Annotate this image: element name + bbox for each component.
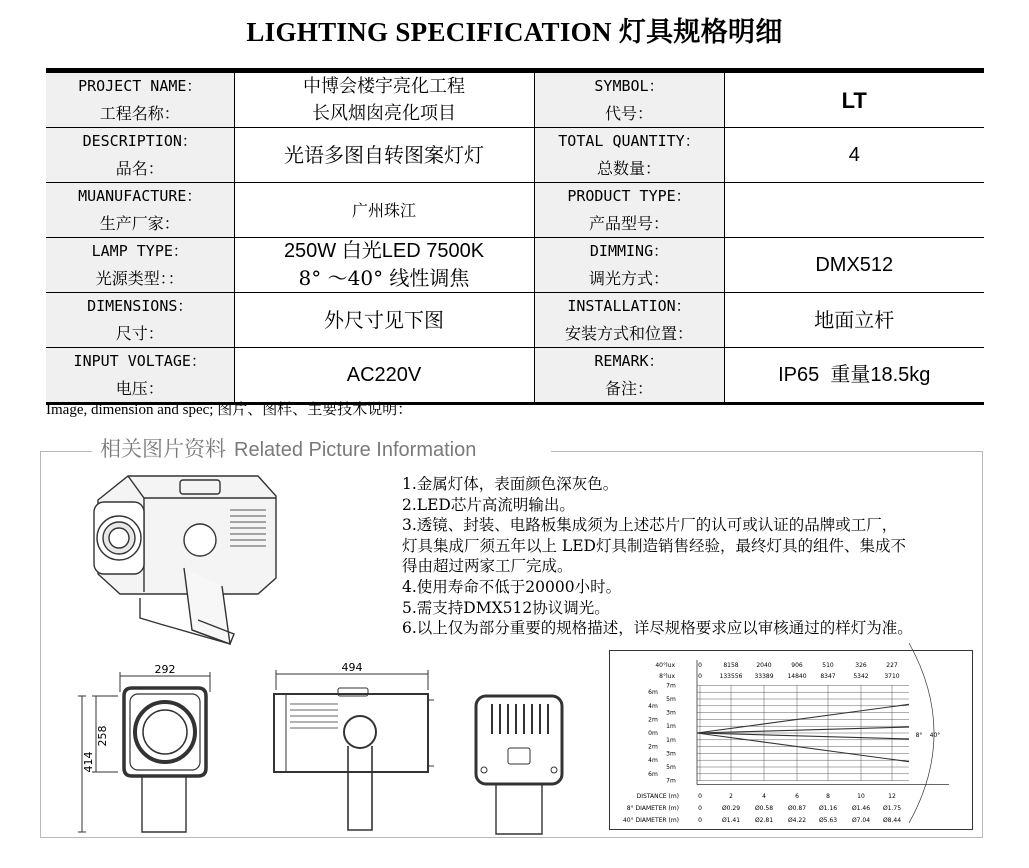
diameter-40-label: 40° DIAMETER (m) <box>622 817 679 824</box>
dimming-label-cn: 调光方式： <box>588 269 669 288</box>
lux40-value: 227 <box>886 662 898 669</box>
diameter-8-value: Ø1.16 <box>818 805 838 812</box>
image-spec-label: Image, dimension and spec; 图片、图样、主要技术说明： <box>46 402 413 418</box>
installation-label <box>534 293 724 348</box>
diameter-8-value: 0 <box>698 805 702 812</box>
lux8-value: 14840 <box>787 673 807 680</box>
manufacture-label-cn: 生产厂家： <box>99 214 180 233</box>
total-quantity-label <box>534 128 724 183</box>
lux40-value: 0 <box>698 662 702 669</box>
distance-value: 0 <box>698 793 702 800</box>
y-inner-tick: 5m <box>666 696 676 703</box>
lamp-type-line2: 8° ～40° 线性调焦 <box>298 266 470 290</box>
distance-value: 6 <box>795 793 799 800</box>
input-voltage-label-en: INPUT VOLTAGE： <box>73 352 206 370</box>
lamp-type-label-en: LAMP TYPE： <box>91 242 188 260</box>
section-heading-en: Related Picture Information <box>234 439 477 461</box>
dim-width-292: 292 <box>154 663 176 676</box>
diameter-40-value: Ø4.22 <box>787 817 807 824</box>
lux8-value: 33389 <box>754 673 774 680</box>
page-title: LIGHTING SPECIFICATION 灯具规格明细 <box>246 17 783 47</box>
y-inner-tick: 7m <box>666 682 676 690</box>
symbol-label <box>534 71 724 128</box>
diameter-8-value: Ø0.87 <box>787 805 807 812</box>
rear-view-drawing <box>470 690 570 838</box>
lux40-value: 510 <box>822 662 834 669</box>
diameter-8-value: Ø1.75 <box>882 805 902 812</box>
input-voltage-label-cn: 电压： <box>115 379 164 398</box>
symbol-label-en: SYMBOL： <box>594 77 664 95</box>
project-name-label-cn: 工程名称： <box>99 104 180 123</box>
note-item: 4.使用寿命不低于20000小时。 <box>402 577 622 596</box>
product-type-label <box>534 183 724 238</box>
dim-height-258: 258 <box>96 725 109 747</box>
diameter-40-value: Ø7.04 <box>851 817 871 824</box>
distance-value: 2 <box>729 793 733 800</box>
y-left-tick: 6m <box>648 770 658 778</box>
y-left-tick: 4m <box>648 757 658 765</box>
y-inner-tick: 3m <box>666 709 676 717</box>
spec-row-project <box>46 71 984 128</box>
side-view-drawing <box>268 660 438 835</box>
dimensions-value: 外尺寸见下图 <box>234 293 534 348</box>
project-name-value <box>234 71 534 128</box>
diameter-40-value: Ø1.41 <box>721 817 741 824</box>
lux40-value: 326 <box>855 662 867 669</box>
note-item: 得由超过两家工厂完成。 <box>402 557 573 576</box>
installation-value: 地面立杆 <box>724 293 984 348</box>
lamp-type-label <box>46 238 234 293</box>
distance-value: 8 <box>826 793 830 800</box>
installation-label-cn: 安装方式和位置： <box>564 324 693 343</box>
section-heading <box>100 433 476 463</box>
remark-label-en: REMARK： <box>594 352 664 370</box>
dimensions-label-en: DIMENSIONS： <box>87 297 193 315</box>
project-name-label <box>46 71 234 128</box>
diameter-8-value: Ø0.58 <box>754 805 774 812</box>
diameter-40-value: 0 <box>698 817 702 824</box>
input-voltage-label <box>46 348 234 404</box>
spec-row-lamp <box>46 238 984 293</box>
symbol-value: LT <box>724 71 984 128</box>
dimensions-label <box>46 293 234 348</box>
description-label <box>46 128 234 183</box>
diameter-8-value: Ø1.46 <box>851 805 871 812</box>
distance-value: 12 <box>888 793 896 800</box>
spec-row-manufacture <box>46 183 984 238</box>
note-item: 灯具集成厂须五年以上 LED灯具制造销售经验，最终灯具的组件、集成不 <box>402 536 906 555</box>
frame-top-right-line <box>551 451 982 452</box>
note-item: 2.LED芯片高流明输出。 <box>402 495 575 514</box>
spec-row-description <box>46 128 984 183</box>
project-name-label-en: PROJECT NAME： <box>78 77 202 95</box>
diameter-40-value: Ø2.81 <box>754 817 774 824</box>
remark-label <box>534 348 724 404</box>
manufacture-value: 广州珠江 <box>234 183 534 238</box>
dimming-label-en: DIMMING： <box>589 242 669 260</box>
lamp-type-value <box>234 238 534 293</box>
distance-label: DISTANCE (m) <box>636 793 679 800</box>
manufacture-label-en: MUANUFACTURE： <box>78 187 202 205</box>
lux8-value: 5342 <box>853 673 869 680</box>
dimming-value: DMX512 <box>724 238 984 293</box>
front-view-drawing <box>74 662 234 837</box>
frame-top-left-line <box>40 451 92 452</box>
lux8-value: 0 <box>698 673 702 680</box>
project-name-line1: 中博会楼宇亮化工程 <box>303 76 465 97</box>
installation-label-en: INSTALLATION： <box>567 297 691 315</box>
remark-value: IP65 重量18.5kg <box>724 348 984 404</box>
total-quantity-label-cn: 总数量： <box>596 159 661 178</box>
beam-spread-diagram <box>609 650 973 830</box>
input-voltage-value: AC220V <box>234 348 534 404</box>
diameter-8-label: 8° DIAMETER (m) <box>626 805 679 812</box>
y-left-tick: 0m <box>648 730 658 737</box>
lux40-value: 906 <box>791 662 803 669</box>
description-label-en: DESCRIPTION： <box>82 132 197 150</box>
y-inner-tick: 7m <box>666 777 676 785</box>
note-item: 1.金属灯体，表面颜色深灰色。 <box>402 475 619 493</box>
lux40-label: 40°lux <box>655 662 675 669</box>
y-inner-tick: 1m <box>666 736 676 744</box>
note-item: 5.需支持DMX512协议调光。 <box>402 598 610 617</box>
dimensions-label-cn: 尺寸： <box>115 324 164 343</box>
description-value: 光语多图自转图案灯灯 <box>234 128 534 183</box>
dim-length-494: 494 <box>341 661 363 674</box>
distance-value: 4 <box>762 793 766 800</box>
dimming-label <box>534 238 724 293</box>
project-name-line2: 长风烟囱亮化项目 <box>312 103 456 124</box>
lux8-value: 8347 <box>820 673 836 680</box>
description-label-cn: 品名： <box>115 159 164 178</box>
angle-40-label: 40° <box>929 732 941 739</box>
diameter-40-value: Ø8.44 <box>882 817 902 824</box>
lamp-type-line1: 250W 白光LED 7500K <box>283 240 485 262</box>
y-inner-tick: 5m <box>666 764 676 771</box>
note-item: 3.透镜、封装、电路板集成须为上述芯片厂的认可或认证的品牌或工厂， <box>402 516 898 535</box>
spec-row-voltage <box>46 348 984 404</box>
product-type-label-en: PRODUCT TYPE： <box>567 187 691 205</box>
angle-8-label: 8° <box>915 732 923 739</box>
symbol-label-cn: 代号： <box>604 104 653 123</box>
total-quantity-value: 4 <box>724 128 984 183</box>
y-left-tick: 2m <box>648 716 658 724</box>
notes-list <box>402 474 977 639</box>
remark-label-cn: 备注： <box>604 379 653 398</box>
spec-table <box>46 68 984 405</box>
lux8-value: 133556 <box>719 673 743 680</box>
note-item: 6.以上仅为部分重要的规格描述，详尽规格要求应以审核通过的样灯为准。 <box>402 619 913 638</box>
total-quantity-label-en: TOTAL QUANTITY： <box>558 132 700 150</box>
y-left-tick: 2m <box>648 743 658 751</box>
product-type-label-cn: 产品型号： <box>588 214 669 233</box>
lamp-type-label-cn: 光源类型：： <box>95 269 184 288</box>
lux40-value: 8158 <box>723 662 739 669</box>
y-inner-tick: 1m <box>666 723 676 731</box>
section-heading-cn: 相关图片资料 <box>100 437 226 461</box>
spec-row-dimensions <box>46 293 984 348</box>
lux40-value: 2040 <box>756 662 772 669</box>
y-left-tick: 6m <box>648 689 658 697</box>
y-left-tick: 4m <box>648 702 658 710</box>
diameter-40-value: Ø5.63 <box>818 817 838 824</box>
dim-height-414: 414 <box>82 751 95 773</box>
manufacture-label <box>46 183 234 238</box>
lux8-value: 3710 <box>884 673 900 680</box>
product-type-value <box>724 183 984 238</box>
product-photo <box>80 468 300 648</box>
y-inner-tick: 3m <box>666 750 676 758</box>
diameter-8-value: Ø0.29 <box>721 805 741 812</box>
lux8-label: 8°lux <box>659 673 675 680</box>
distance-value: 10 <box>857 793 865 800</box>
